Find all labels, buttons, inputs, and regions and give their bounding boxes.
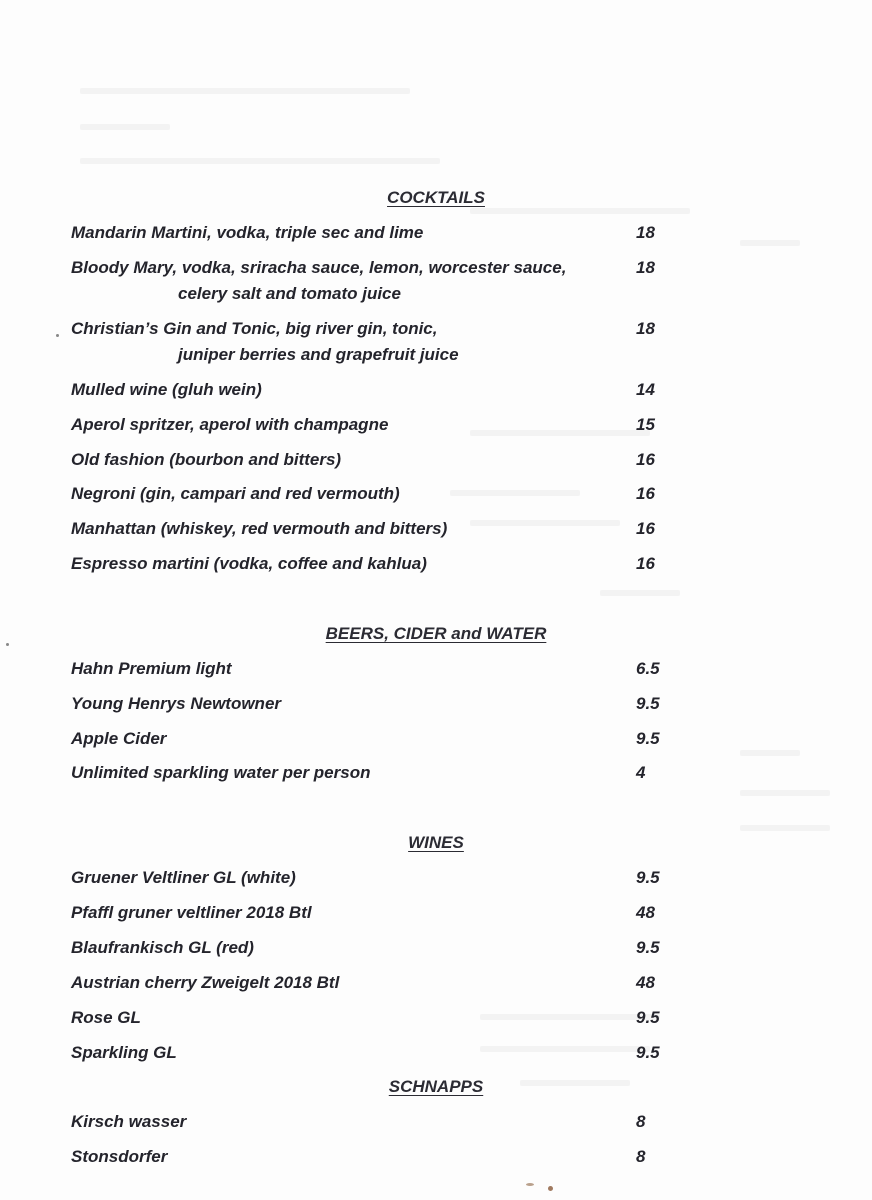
menu-item-name: Unlimited sparkling water per person — [71, 763, 371, 782]
menu-item-name: Rose GL — [71, 1008, 141, 1027]
menu-item-name-line2: juniper berries and grapefruit juice — [178, 345, 459, 364]
menu-item-name: Stonsdorfer — [71, 1147, 168, 1166]
menu-item-price: 16 — [636, 450, 655, 469]
menu-item-price: 9.5 — [636, 938, 660, 957]
menu-item-price: 14 — [636, 380, 655, 399]
menu-item-price: 9.5 — [636, 1008, 660, 1027]
menu-item-price: 9.5 — [636, 1043, 660, 1062]
menu-item-price: 9.5 — [636, 868, 660, 887]
menu-item-price: 8 — [636, 1112, 646, 1131]
menu-item-price: 9.5 — [636, 694, 660, 713]
menu-item-name: Austrian cherry Zweigelt 2018 Btl — [71, 973, 340, 992]
menu-item-price: 18 — [636, 258, 655, 277]
menu-item-name: Hahn Premium light — [71, 659, 232, 678]
menu-item-price: 15 — [636, 415, 655, 434]
section-title-cocktails: COCKTAILS — [387, 188, 485, 207]
menu-item-name: Pfaffl gruner veltliner 2018 Btl — [71, 903, 312, 922]
menu-item-price: 9.5 — [636, 729, 660, 748]
menu-item-name: Manhattan (whiskey, red vermouth and bitters) — [71, 519, 448, 538]
menu-item-name: Mulled wine (gluh wein) — [71, 380, 262, 399]
menu-item-price: 18 — [636, 319, 655, 338]
menu-item-price: 48 — [636, 903, 655, 922]
menu-item-name: Kirsch wasser — [71, 1112, 187, 1131]
scan-speck — [56, 334, 59, 337]
menu-item-name: Gruener Veltliner GL (white) — [71, 868, 296, 887]
menu-item-name: Mandarin Martini, vodka, triple sec and lime — [71, 223, 424, 242]
menu-item-name: Aperol spritzer, aperol with champagne — [71, 415, 389, 434]
menu-item-price: 4 — [636, 763, 646, 782]
menu-item-name: Espresso martini (vodka, coffee and kahlua) — [71, 554, 427, 573]
menu-item-name — [71, 319, 459, 365]
menu-item-name — [71, 258, 566, 304]
menu-item-name-line2: celery salt and tomato juice — [178, 284, 401, 303]
menu-item-price: 48 — [636, 973, 655, 992]
menu-item-price: 16 — [636, 519, 655, 538]
menu-item-name: Apple Cider — [71, 729, 167, 748]
section-title-beers: BEERS, CIDER and WATER — [325, 624, 547, 643]
scan-speck — [6, 643, 9, 646]
section-title-schnapps: SCHNAPPS — [388, 1077, 484, 1096]
menu-item-name-line1: Christian’s Gin and Tonic, big river gin, tonic, — [71, 319, 438, 338]
scan-speck — [526, 1183, 534, 1186]
menu-item-name-line1: Bloody Mary, vodka, sriracha sauce, lemon, worcester sauce, — [71, 258, 567, 277]
menu-item-name: Blaufrankisch GL (red) — [71, 938, 254, 957]
menu-item-name: Old fashion (bourbon and bitters) — [71, 450, 342, 469]
section-title-wines: WINES — [408, 833, 464, 852]
menu-item-price: 16 — [636, 554, 655, 573]
menu-item-price: 6.5 — [636, 659, 660, 678]
menu-item-name: Young Henrys Newtowner — [71, 694, 282, 713]
menu-item-price: 18 — [636, 223, 655, 242]
menu-item-price: 16 — [636, 484, 655, 503]
menu-item-price: 8 — [636, 1147, 646, 1166]
menu-item-name: Sparkling GL — [71, 1043, 177, 1062]
menu-item-name: Negroni (gin, campari and red vermouth) — [71, 484, 400, 503]
scan-speck — [548, 1186, 553, 1191]
